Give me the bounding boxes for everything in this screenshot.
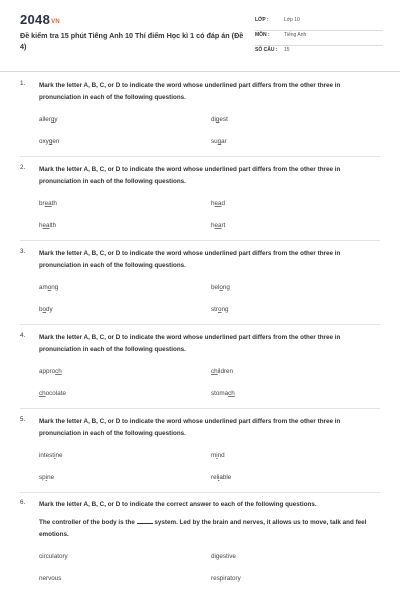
divider <box>20 156 380 157</box>
underlined-part: i <box>45 474 48 481</box>
option-text-post: ng <box>221 306 229 313</box>
stem-before: The controller of the body is the <box>39 519 135 526</box>
underlined-part: o <box>219 284 223 291</box>
option-text-pre: h <box>211 222 215 229</box>
underlined-part: g <box>215 116 220 123</box>
underlined-part: ea <box>214 200 222 207</box>
underlined-part: ch <box>228 390 235 397</box>
logo-suffix: VN <box>51 19 61 25</box>
header <box>0 0 400 72</box>
meta-value: Tiếng Anh <box>284 32 307 38</box>
option-c[interactable] <box>39 390 66 397</box>
underlined-part: o <box>47 284 52 291</box>
option-text-pre: rel <box>211 474 218 481</box>
meta-value: Lớp 10 <box>284 17 300 23</box>
option-d[interactable] <box>211 306 229 313</box>
option-text-pre: h <box>211 200 215 207</box>
divider <box>20 492 380 493</box>
option-text-pre: nervous <box>39 575 62 582</box>
option-text-post: lth <box>49 222 57 229</box>
option-text-post: ng <box>51 284 59 291</box>
option-c[interactable] <box>39 474 54 481</box>
option-text-post: en <box>52 138 60 145</box>
divider <box>20 240 380 241</box>
option-text-pre: di <box>211 116 216 123</box>
question-number: 6. <box>20 499 26 506</box>
underlined-part: i <box>216 452 218 459</box>
option-d[interactable] <box>211 390 235 397</box>
option-a[interactable] <box>39 452 62 459</box>
underlined-part: ch <box>211 368 218 375</box>
site-logo[interactable] <box>20 12 60 27</box>
option-b[interactable] <box>211 200 225 207</box>
option-a[interactable] <box>39 200 57 207</box>
underlined-part: ea <box>44 200 52 207</box>
question-text: Mark the letter A, B, C, or D to indicate the word whose underlined part differs from the other three in pronunciation in each of the following questions. <box>39 166 341 185</box>
option-c[interactable] <box>39 575 61 582</box>
option-b[interactable] <box>211 284 230 291</box>
option-text-pre: h <box>39 222 43 229</box>
underlined-part: g <box>50 116 55 123</box>
question-text: Mark the letter A, B, C, or D to indicate the correct answer to each of the following questions. <box>39 501 317 508</box>
option-b[interactable] <box>211 553 236 560</box>
option-text-post: d <box>221 200 226 207</box>
option-c[interactable] <box>39 138 59 145</box>
answer-blank <box>137 518 153 524</box>
option-text-pre: br <box>39 200 45 207</box>
option-text-post: est <box>219 116 228 123</box>
option-text-pre: digestive <box>211 553 236 560</box>
question-number: 3. <box>20 248 26 255</box>
underlined-part: g <box>48 138 53 145</box>
underlined-part: ch <box>55 368 62 375</box>
meta-row-class <box>255 16 383 31</box>
option-text-post: ne <box>47 474 55 481</box>
option-text-pre: oxy <box>39 138 49 145</box>
option-b[interactable] <box>211 368 233 375</box>
meta-row-subject <box>255 31 383 46</box>
option-text-pre: b <box>39 306 43 313</box>
option-text-pre: am <box>39 284 48 291</box>
underlined-part: i <box>54 452 56 459</box>
option-d[interactable] <box>211 138 227 145</box>
option-b[interactable] <box>211 452 225 459</box>
question-number: 1. <box>20 80 26 87</box>
option-text-pre: appro <box>39 368 56 375</box>
underlined-part: o <box>42 306 47 313</box>
question-number: 4. <box>20 332 26 339</box>
divider <box>20 408 380 409</box>
question-text: Mark the letter A, B, C, or D to indicate the word whose underlined part differs from the other three in pronunciation in each of the following questions. <box>39 250 341 269</box>
option-text-pre: aller <box>39 116 51 123</box>
meta-value: 15 <box>284 47 290 53</box>
option-d[interactable] <box>211 222 225 229</box>
option-c[interactable] <box>39 222 56 229</box>
question-stem <box>39 517 384 541</box>
option-text-post: ar <box>221 138 227 145</box>
option-c[interactable] <box>39 306 53 313</box>
option-text-pre: sp <box>39 474 46 481</box>
option-text-post: able <box>219 474 232 481</box>
option-text-pre: bel <box>211 284 220 291</box>
meta-info <box>255 16 383 61</box>
underlined-part: ea <box>42 222 50 229</box>
option-text-post: ng <box>222 284 230 291</box>
option-text-post: dy <box>46 306 53 313</box>
option-text-pre: str <box>211 306 218 313</box>
option-a[interactable] <box>39 116 58 123</box>
option-text-post: ne <box>55 452 63 459</box>
option-text-pre: stoma <box>211 390 229 397</box>
option-text-post: nd <box>217 452 225 459</box>
question-number: 5. <box>20 416 26 423</box>
underlined-part: ea <box>214 222 222 229</box>
option-text-pre: intest <box>39 452 55 459</box>
meta-label: LỚP : <box>255 17 269 23</box>
page-title: Đề kiểm tra 15 phút Tiếng Anh 10 Thí điểm Học kì 1 có đáp án (Đề 4) <box>20 31 244 51</box>
option-text-pre: m <box>211 452 217 459</box>
question-text: Mark the letter A, B, C, or D to indicate the word whose underlined part differs from the other three in pronunciation in each of the following questions. <box>39 334 341 353</box>
option-b[interactable] <box>211 116 228 123</box>
option-a[interactable] <box>39 284 58 291</box>
meta-label: SỐ CÂU : <box>255 47 278 53</box>
option-d[interactable] <box>211 474 231 481</box>
option-text-post: ildren <box>217 368 234 375</box>
option-text-post: rt <box>221 222 226 229</box>
option-text-post: ocolate <box>45 390 66 397</box>
option-a[interactable] <box>39 553 68 560</box>
option-text-pre: respiratory <box>211 575 241 582</box>
meta-row-count <box>255 46 383 61</box>
option-d[interactable] <box>211 575 241 582</box>
option-text-pre: su <box>211 138 218 145</box>
question-text: Mark the letter A, B, C, or D to indicate the word whose underlined part differs from the other three in pronunciation in each of the following questions. <box>39 82 341 101</box>
option-text-post: y <box>54 116 58 123</box>
stem-after: system. Led by the brain and nerves, it allows us to move, talk and feel emotions. <box>39 519 367 538</box>
question-number: 2. <box>20 164 26 171</box>
option-text-pre: circulatory <box>39 553 68 560</box>
meta-label: MÔN : <box>255 32 270 38</box>
option-text-post: th <box>51 200 57 207</box>
option-a[interactable] <box>39 368 62 375</box>
underlined-part: o <box>218 306 222 313</box>
logo-text: 2048 <box>20 12 51 27</box>
question-text: Mark the letter A, B, C, or D to indicate the word whose underlined part differs from the other three in pronunciation in each of the following questions. <box>39 418 341 437</box>
underlined-part: i <box>218 474 220 481</box>
underlined-part: g <box>217 138 222 145</box>
underlined-part: ch <box>39 390 46 397</box>
divider <box>20 324 380 325</box>
